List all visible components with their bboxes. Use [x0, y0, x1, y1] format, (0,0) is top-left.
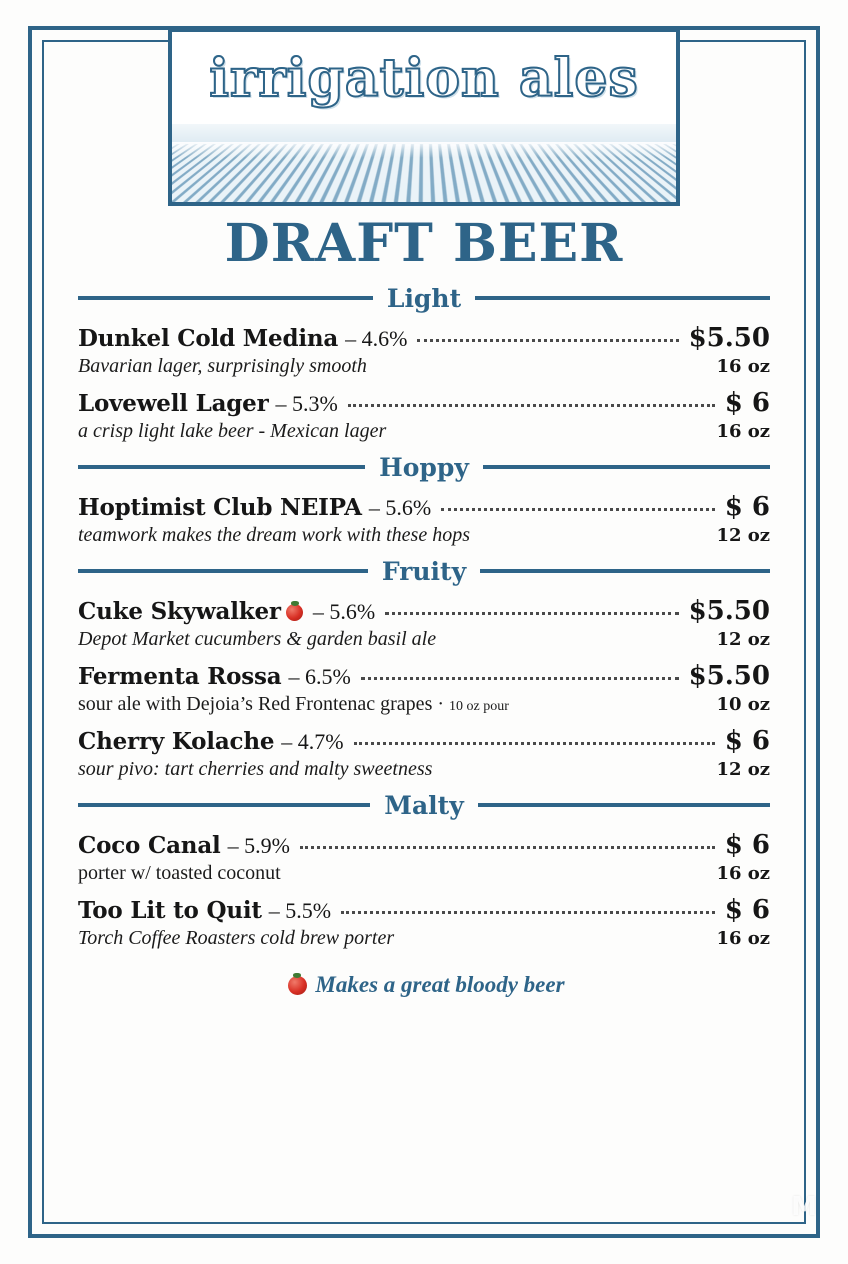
menu-item-price: $5.50	[688, 595, 770, 626]
section-label: Fruity	[381, 556, 467, 586]
menu-item-subline	[78, 927, 770, 950]
menu-item-headline	[78, 726, 770, 756]
menu-item-subline	[78, 420, 770, 443]
menu-item-name: Hoptimist Club NEIPA	[78, 493, 362, 521]
section-rule-left	[78, 569, 368, 573]
menu-item	[78, 596, 770, 651]
menu-item-abv: – 4.7%	[281, 728, 344, 754]
section-label: Hoppy	[379, 452, 469, 482]
menu-item-description: Bavarian lager, surprisingly smooth	[78, 354, 367, 377]
brand-logo	[168, 28, 680, 206]
menu-item-price: $5.50	[688, 322, 770, 353]
menu-item-price: $ 6	[724, 894, 770, 925]
menu-item-description: Depot Market cucumbers & garden basil ale	[78, 627, 437, 650]
menu-item-description: a crisp light lake beer - Mexican lager	[78, 419, 387, 442]
leader-dots	[300, 845, 715, 849]
menu-item-abv: – 5.9%	[227, 832, 290, 858]
tomato-icon	[286, 604, 303, 621]
menu-item	[78, 323, 770, 378]
menu-item-description-main: sour ale with Dejoia’s Red Frontenac grapes ·	[78, 692, 450, 715]
leader-dots	[354, 741, 715, 745]
menu-item-abv: – 5.6%	[368, 494, 432, 520]
menu-item-name: Cuke Skywalker	[78, 597, 281, 625]
menu-item-name: Too Lit to Quit	[78, 896, 262, 924]
field-haze	[172, 142, 676, 158]
menu-item-size: 12 oz	[716, 758, 770, 780]
menu-item-pour-note: 10 oz pour	[449, 698, 509, 714]
menu-item-size: 16 oz	[716, 420, 770, 442]
menu-item	[78, 388, 770, 443]
menu-section-light	[78, 284, 770, 443]
menu-item-abv: – 4.6%	[345, 325, 408, 351]
menu-item-subline	[78, 862, 770, 885]
menu-item-headline	[78, 388, 770, 418]
menu-item-size: 16 oz	[716, 355, 770, 377]
leader-dots	[361, 676, 679, 680]
menu-item-abv: – 6.5%	[288, 663, 351, 689]
menu-item-price: $ 6	[724, 725, 770, 756]
watermark: M	[791, 1192, 814, 1222]
menu-item-size: 10 oz	[716, 693, 770, 715]
menu-item-subline	[78, 758, 770, 781]
leader-dots	[385, 611, 678, 615]
section-header	[78, 453, 770, 482]
menu-item	[78, 726, 770, 781]
menu-item-size: 12 oz	[716, 628, 770, 650]
section-header	[78, 284, 770, 313]
menu-item-price: $ 6	[724, 829, 770, 860]
menu-item-name: Lovewell Lager	[78, 389, 269, 417]
footnote	[78, 972, 770, 998]
section-header	[78, 557, 770, 586]
section-rule-right	[475, 296, 770, 300]
leader-dots	[417, 338, 678, 342]
menu-item-abv: – 5.6%	[312, 598, 376, 624]
menu-section-fruity	[78, 557, 770, 781]
section-rule-right	[483, 465, 770, 469]
section-rule-left	[78, 803, 370, 807]
section-header	[78, 791, 770, 820]
tomato-icon	[288, 976, 307, 995]
menu-item-name: Cherry Kolache	[78, 727, 275, 755]
menu-item-abv: – 5.3%	[275, 390, 338, 416]
page-title: DRAFT BEER	[224, 213, 624, 274]
menu-item-headline	[78, 661, 770, 691]
menu-item	[78, 661, 770, 716]
section-rule-right	[478, 803, 770, 807]
menu-item-description: Torch Coffee Roasters cold brew porter	[78, 926, 395, 949]
menu-item-abv: – 5.5%	[268, 897, 332, 923]
menu-item-name: Fermenta Rossa	[78, 662, 282, 690]
menu-item-size: 16 oz	[716, 927, 770, 949]
menu-item-headline	[78, 492, 770, 522]
section-rule-left	[78, 465, 365, 469]
menu-item-price: $5.50	[688, 660, 770, 691]
menu-item-description: porter w/ toasted coconut	[78, 861, 281, 884]
menu-item-price: $ 6	[724, 491, 770, 522]
menu-item-name: Dunkel Cold Medina	[78, 324, 339, 352]
brand-name: irrigation ales	[209, 47, 639, 109]
menu-item-subline	[78, 693, 770, 716]
menu-item-subline	[78, 628, 770, 651]
menu-item-size: 16 oz	[716, 862, 770, 884]
section-label: Light	[386, 283, 462, 313]
menu-item-subline	[78, 524, 770, 547]
menu-item	[78, 492, 770, 547]
menu-item-headline	[78, 596, 770, 626]
menu-content	[78, 214, 770, 1198]
menu-item-description: teamwork makes the dream work with these hops	[78, 523, 470, 546]
section-rule-left	[78, 296, 373, 300]
menu-item-name: Coco Canal	[78, 831, 221, 859]
menu-section-hoppy	[78, 453, 770, 547]
irrigated-field-illustration	[172, 124, 676, 206]
section-label: Malty	[384, 790, 464, 820]
menu-section-malty	[78, 791, 770, 950]
menu-item-description: sour pivo: tart cherries and malty sweetness	[78, 757, 433, 780]
menu-item-headline	[78, 830, 770, 860]
footnote-text: Makes a great bloody beer	[315, 971, 565, 997]
menu-item-headline	[78, 323, 770, 353]
menu-item-subline	[78, 355, 770, 378]
leader-dots	[341, 910, 715, 914]
menu-item-size: 12 oz	[716, 524, 770, 546]
leader-dots	[441, 507, 715, 511]
brand-logo-text-area	[172, 32, 676, 124]
menu-item	[78, 895, 770, 950]
section-rule-right	[480, 569, 770, 573]
menu-item-price: $ 6	[724, 387, 770, 418]
leader-dots	[348, 403, 715, 407]
menu-item-headline	[78, 895, 770, 925]
menu-item-description	[78, 693, 704, 716]
menu-item	[78, 830, 770, 885]
